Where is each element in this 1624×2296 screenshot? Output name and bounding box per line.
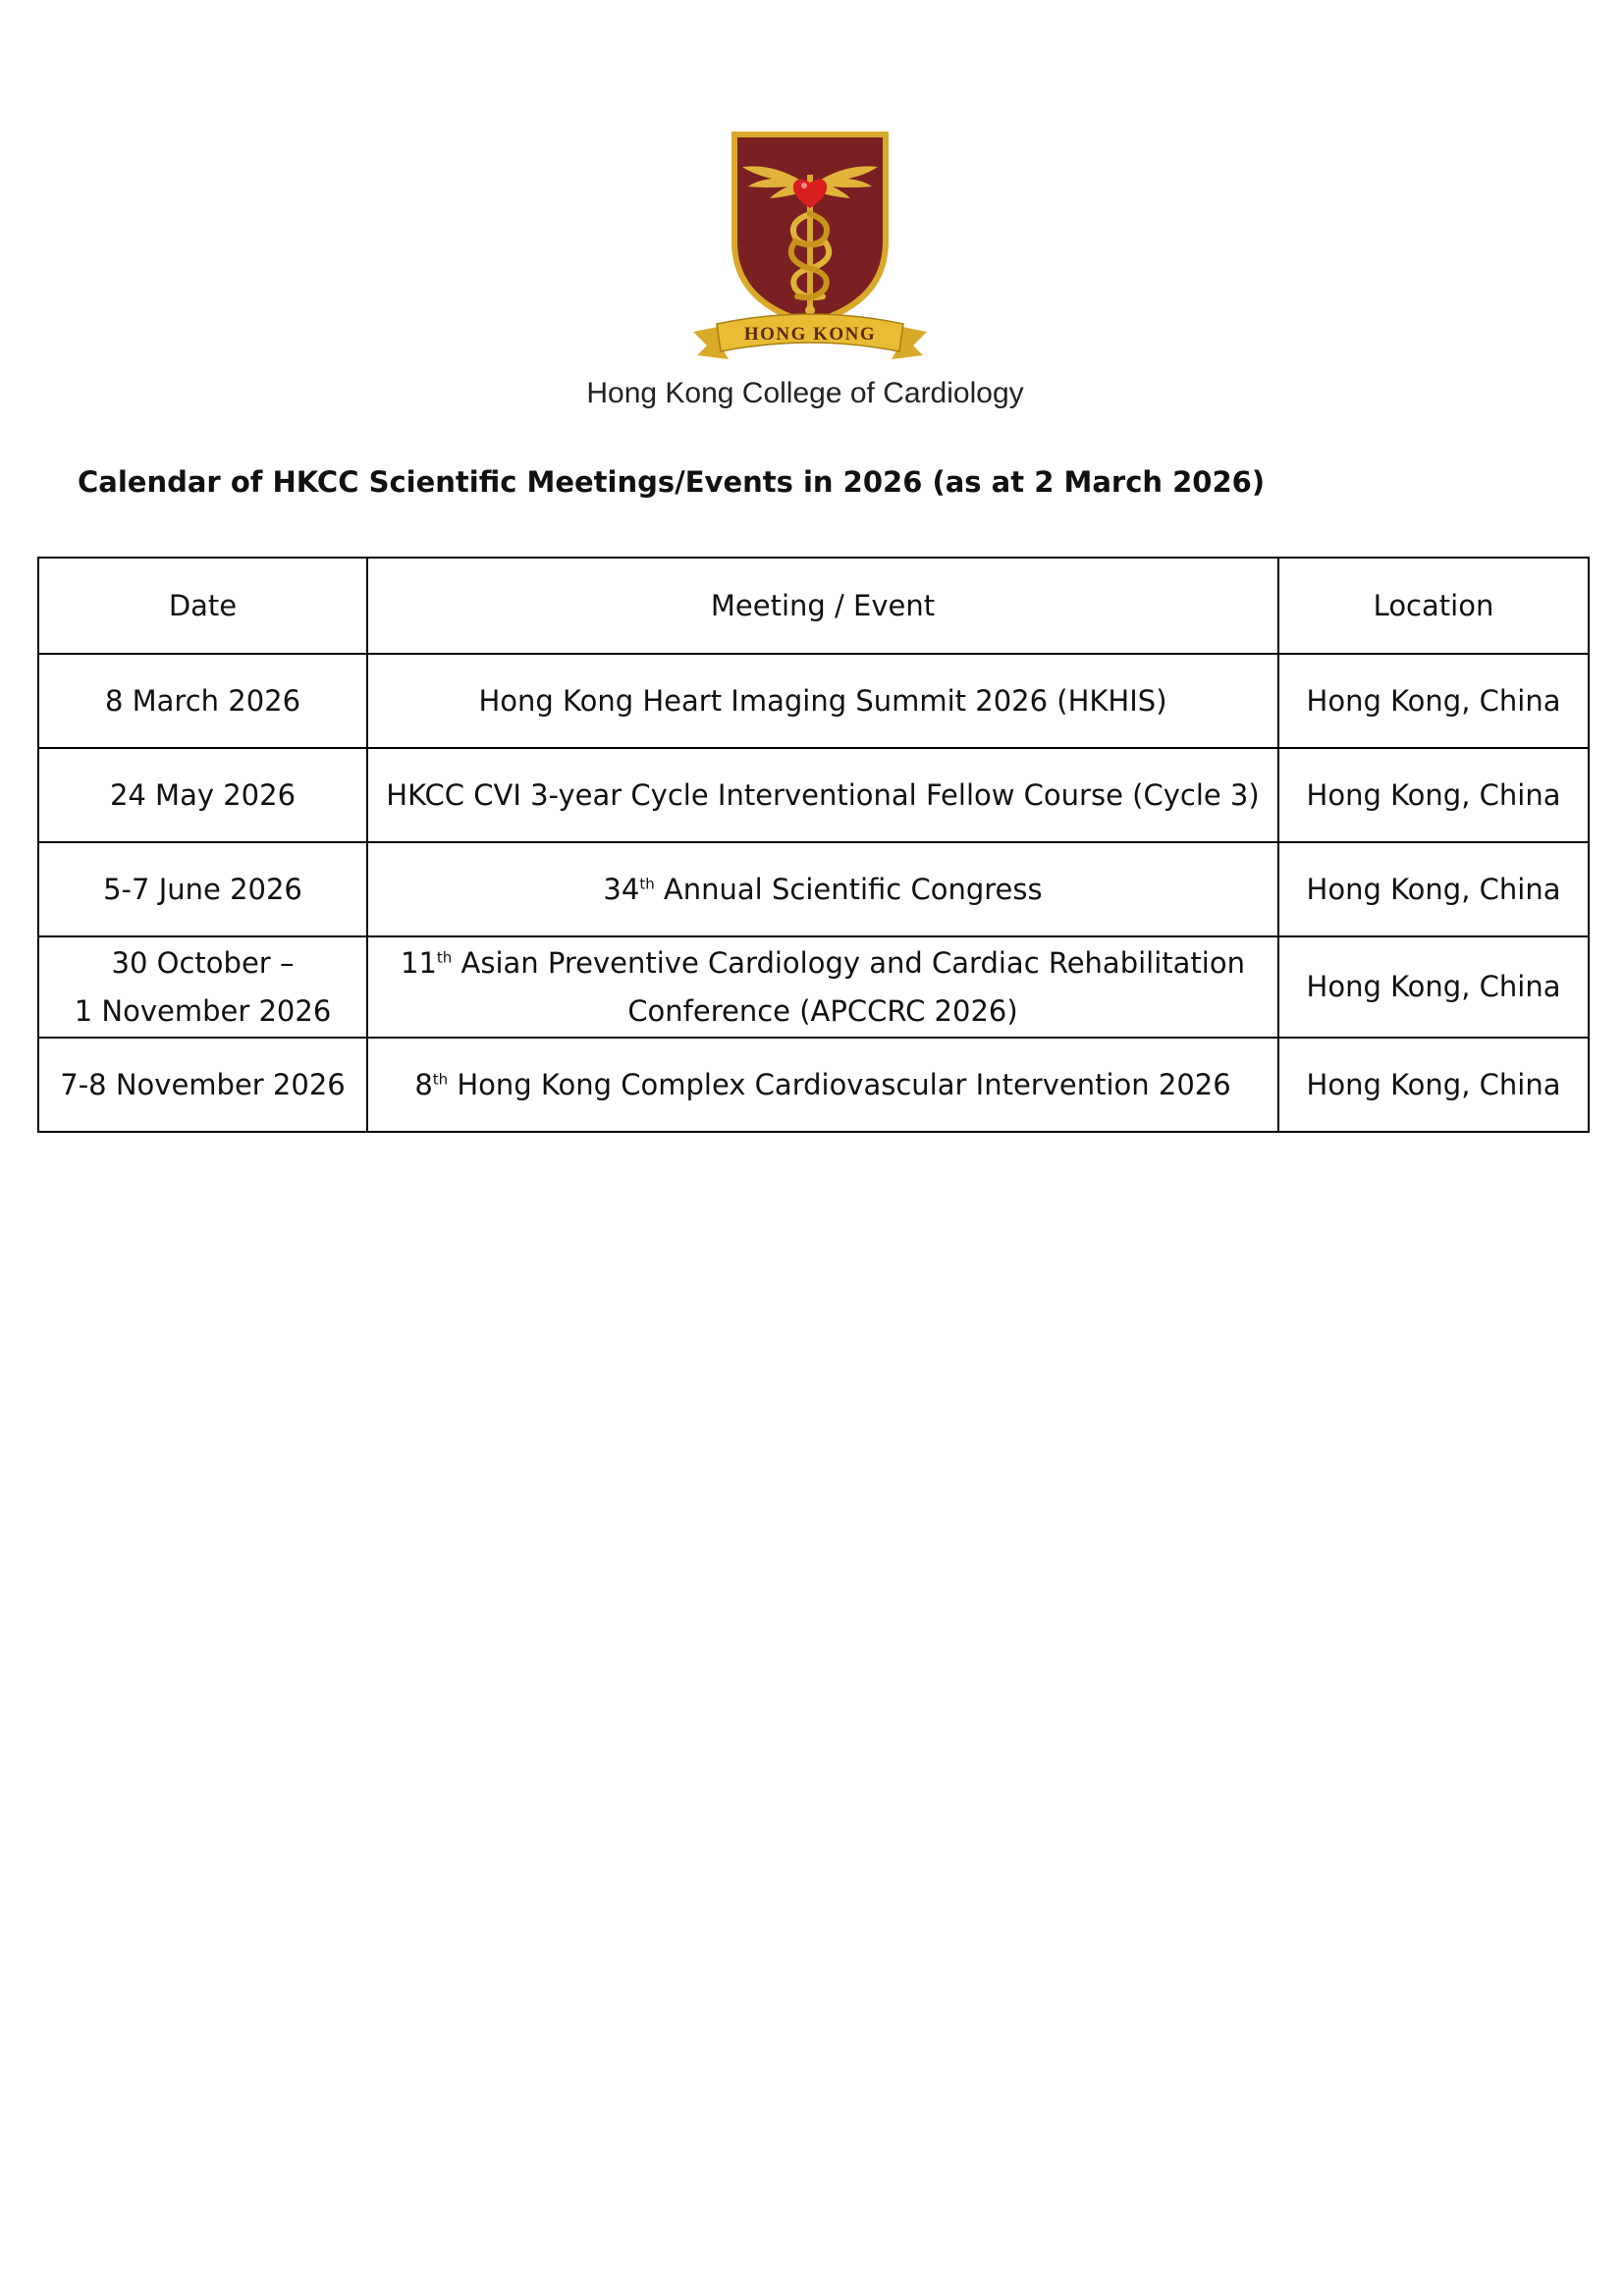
event-name — [367, 1038, 1278, 1132]
event-name: Hong Kong Heart Imaging Summit 2026 (HKHIS) — [367, 654, 1278, 748]
event-date-line-2: 1 November 2026 — [74, 993, 332, 1028]
event-name — [367, 936, 1278, 1038]
event-date: 7-8 November 2026 — [38, 1038, 367, 1132]
college-logo — [677, 124, 943, 379]
table-row — [38, 842, 1589, 936]
event-date: 24 May 2026 — [38, 748, 367, 842]
event-date: 5-7 June 2026 — [38, 842, 367, 936]
event-name-line-2: Conference (APCCRC 2026) — [627, 993, 1018, 1028]
column-header-location: Location — [1278, 558, 1589, 654]
event-ordinal: 34 — [603, 872, 640, 906]
event-location: Hong Kong, China — [1278, 748, 1589, 842]
table-row — [38, 654, 1589, 748]
event-name-text: Annual Scientific Congress — [654, 872, 1043, 906]
event-date — [38, 936, 367, 1038]
event-location: Hong Kong, China — [1278, 654, 1589, 748]
event-ordinal-suffix: th — [436, 947, 453, 966]
event-name-text: Hong Kong Complex Cardiovascular Intervention 2026 — [448, 1067, 1231, 1101]
table-row — [38, 1038, 1589, 1132]
event-name-line-1 — [376, 939, 1270, 988]
organization-name: Hong Kong College of Cardiology — [586, 377, 1024, 409]
event-name — [367, 842, 1278, 936]
caduceus-shield-icon — [677, 124, 943, 379]
table-row — [38, 748, 1589, 842]
event-ordinal: 11 — [401, 945, 437, 980]
event-location: Hong Kong, China — [1278, 842, 1589, 936]
event-date: 8 March 2026 — [38, 654, 367, 748]
table-header-row — [38, 558, 1589, 654]
column-header-date: Date — [38, 558, 367, 654]
event-date-line-1: 30 October – — [111, 945, 295, 980]
logo-ribbon-text: HONG KONG — [743, 324, 877, 345]
column-header-event: Meeting / Event — [367, 558, 1278, 654]
table-row — [38, 936, 1589, 1038]
event-name: HKCC CVI 3-year Cycle Interventional Fellow Course (Cycle 3) — [367, 748, 1278, 842]
events-table — [37, 557, 1590, 1133]
event-ordinal-suffix: th — [639, 874, 655, 892]
event-location: Hong Kong, China — [1278, 936, 1589, 1038]
event-ordinal: 8 — [414, 1067, 433, 1101]
page-title: Calendar of HKCC Scientific Meetings/Events in 2026 (as at 2 March 2026) — [78, 465, 1266, 499]
event-location: Hong Kong, China — [1278, 1038, 1589, 1132]
event-name-text: Asian Preventive Cardiology and Cardiac Rehabilitation — [452, 945, 1245, 980]
event-ordinal-suffix: th — [432, 1069, 449, 1088]
